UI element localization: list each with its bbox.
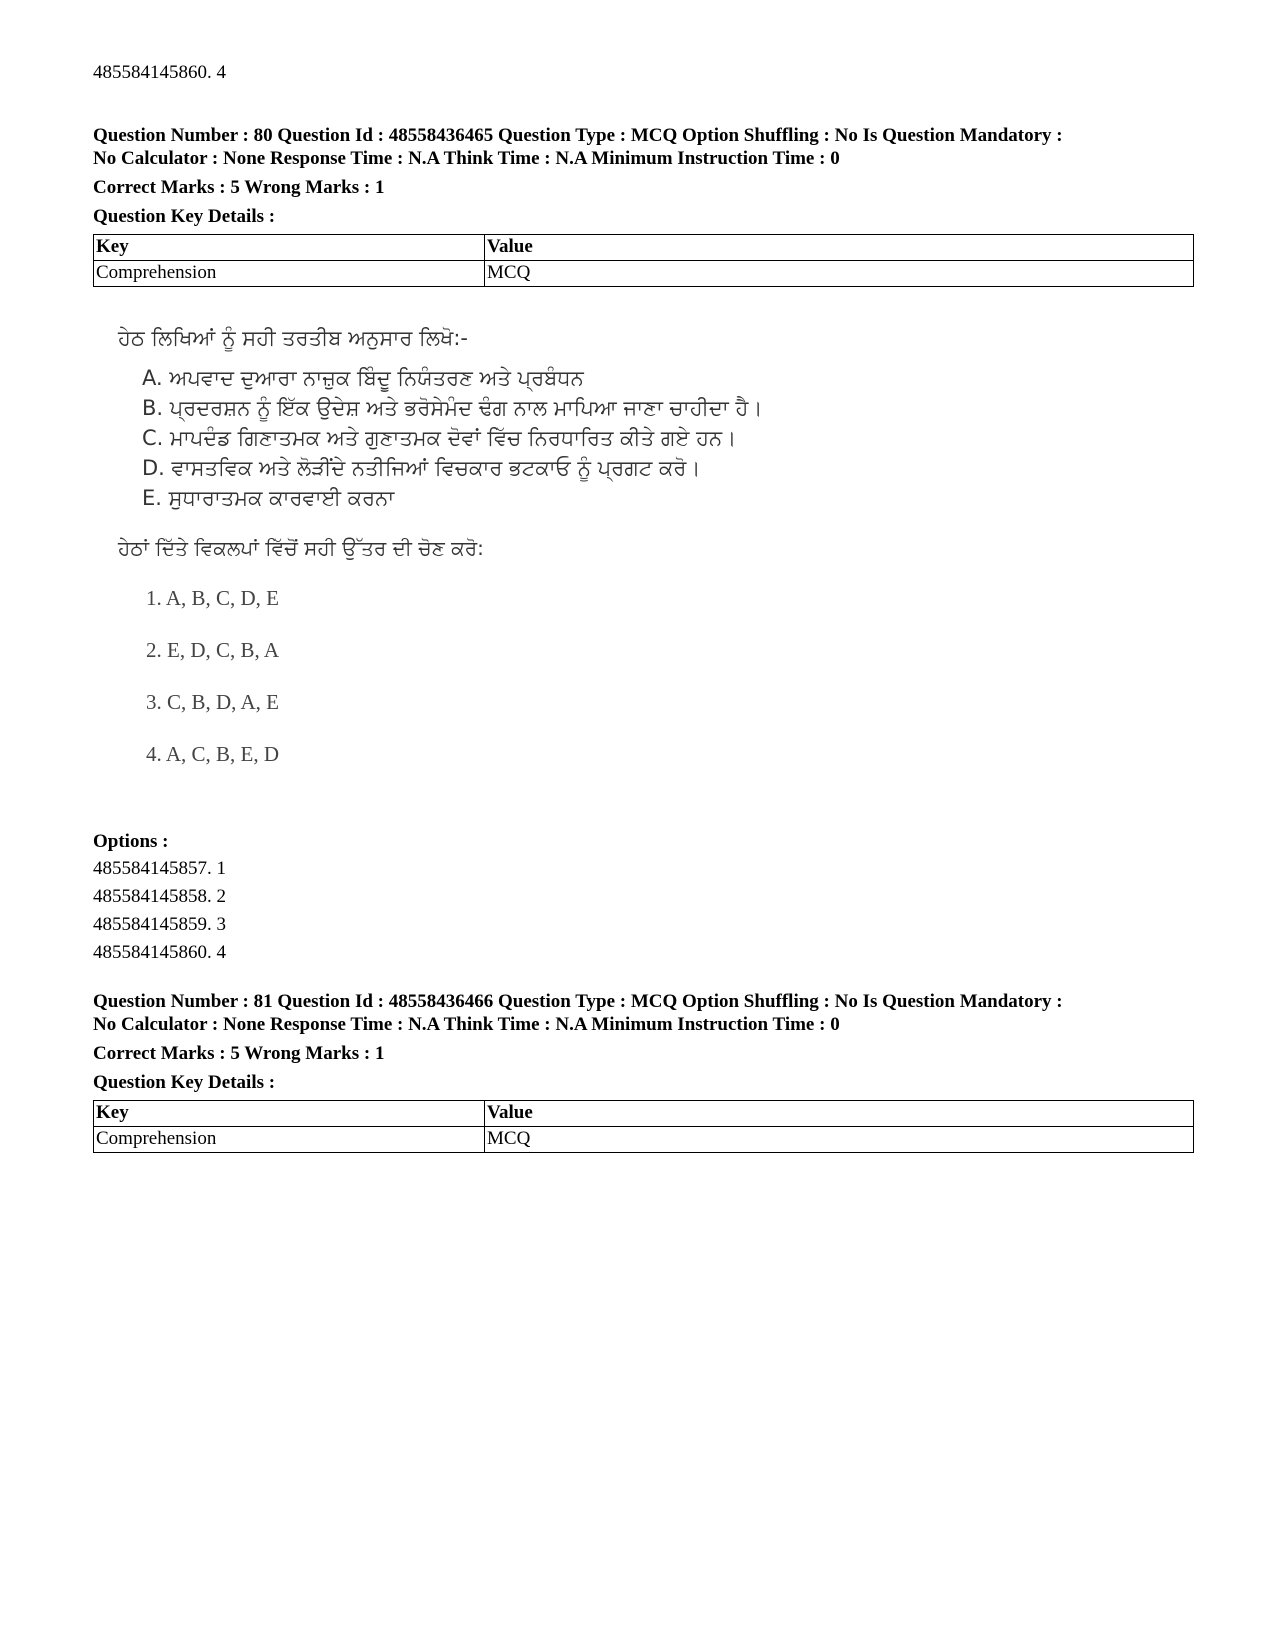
question-instruction: ਹੇਠ ਲਿਖਿਆਂ ਨੂੰ ਸਹੀ ਤਰਤੀਬ ਅਨੁਸਾਰ ਲਿਖੋ:- <box>118 326 468 350</box>
previous-option-line: 485584145860. 4 <box>93 62 226 83</box>
value-cell: MCQ <box>485 1127 1194 1153</box>
question-80-block <box>93 124 1193 287</box>
value-header-cell: Value <box>485 1101 1194 1127</box>
question-81-marks: Correct Marks : 5 Wrong Marks : 1 <box>93 1043 385 1064</box>
choice-1: 1. A, B, C, D, E <box>146 586 280 610</box>
question-80-key-details-title: Question Key Details : <box>93 206 276 227</box>
key-cell: Comprehension <box>94 1127 485 1153</box>
question-ask: ਹੇਠਾਂ ਦਿੱਤੇ ਵਿਕਲਪਾਂ ਵਿੱਚੋਂ ਸਹੀ ਉੱਤਰ ਦੀ ਚੋਣ ਕਰੋ: <box>118 536 484 560</box>
key-table-header-row <box>94 235 1194 261</box>
question-80-header-line1: Question Number : 80 Question Id : 48558436465 Question Type : MCQ Option Shuffling : No Is Question Mandatory : <box>93 125 1063 146</box>
question-80-key-table <box>93 234 1194 287</box>
question-81-header-line1: Question Number : 81 Question Id : 48558436466 Question Type : MCQ Option Shuffling : No Is Question Mandatory : <box>93 991 1063 1012</box>
statement-c: C. ਮਾਪਦੰਡ ਗਿਣਾਤਮਕ ਅਤੇ ਗੁਣਾਤਮਕ ਦੋਵਾਂ ਵਿੱਚ ਨਿਰਧਾਰਿਤ ਕੀਤੇ ਗਏ ਹਨ। <box>142 426 737 450</box>
question-80-image <box>110 320 830 820</box>
key-header-cell: Key <box>94 1101 485 1127</box>
statement-d: D. ਵਾਸਤਵਿਕ ਅਤੇ ਲੋੜੀਂਦੇ ਨਤੀਜਿਆਂ ਵਿਚਕਾਰ ਭਟਕਾਓ ਨੂੰ ਪ੍ਰਗਟ ਕਰੋ। <box>142 456 701 480</box>
key-header-cell: Key <box>94 235 485 261</box>
choice-3: 3. C, B, D, A, E <box>146 690 280 714</box>
choice-4: 4. A, C, B, E, D <box>146 742 280 766</box>
value-cell: MCQ <box>485 261 1194 287</box>
option-line-2: 485584145858. 2 <box>93 886 226 907</box>
option-line-1: 485584145857. 1 <box>93 858 226 879</box>
statement-b: B. ਪ੍ਰਦਰਸ਼ਨ ਨੂੰ ਇੱਕ ਉਦੇਸ਼ ਅਤੇ ਭਰੋਸੇਮੰਦ ਢੰਗ ਨਾਲ ਮਾਪਿਆ ਜਾਣਾ ਚਾਹੀਦਾ ਹੈ। <box>142 396 763 420</box>
question-81-block <box>93 990 1193 1153</box>
choice-2: 2. E, D, C, B, A <box>146 638 280 662</box>
statement-e: E. ਸੁਧਾਰਾਤਮਕ ਕਾਰਵਾਈ ਕਰਨਾ <box>142 486 395 510</box>
question-81-key-table <box>93 1100 1194 1153</box>
key-table-header-row <box>94 1101 1194 1127</box>
option-line-3: 485584145859. 3 <box>93 914 226 935</box>
question-80-marks: Correct Marks : 5 Wrong Marks : 1 <box>93 177 385 198</box>
question-81-key-details-title: Question Key Details : <box>93 1072 276 1093</box>
statement-a: A. ਅਪਵਾਦ ਦੁਆਰਾ ਨਾਜ਼ੁਕ ਬਿੰਦੂ ਨਿਯੰਤਰਣ ਅਤੇ ਪ੍ਰਬੰਧਨ <box>142 366 584 390</box>
options-title: Options : <box>93 831 169 852</box>
value-header-cell: Value <box>485 235 1194 261</box>
key-cell: Comprehension <box>94 261 485 287</box>
question-81-header-line2: No Calculator : None Response Time : N.A Think Time : N.A Minimum Instruction Time : 0 <box>93 1014 840 1035</box>
key-table-row <box>94 1127 1194 1153</box>
key-table-row <box>94 261 1194 287</box>
question-80-header-line2: No Calculator : None Response Time : N.A Think Time : N.A Minimum Instruction Time : 0 <box>93 148 840 169</box>
option-line-4: 485584145860. 4 <box>93 942 226 963</box>
